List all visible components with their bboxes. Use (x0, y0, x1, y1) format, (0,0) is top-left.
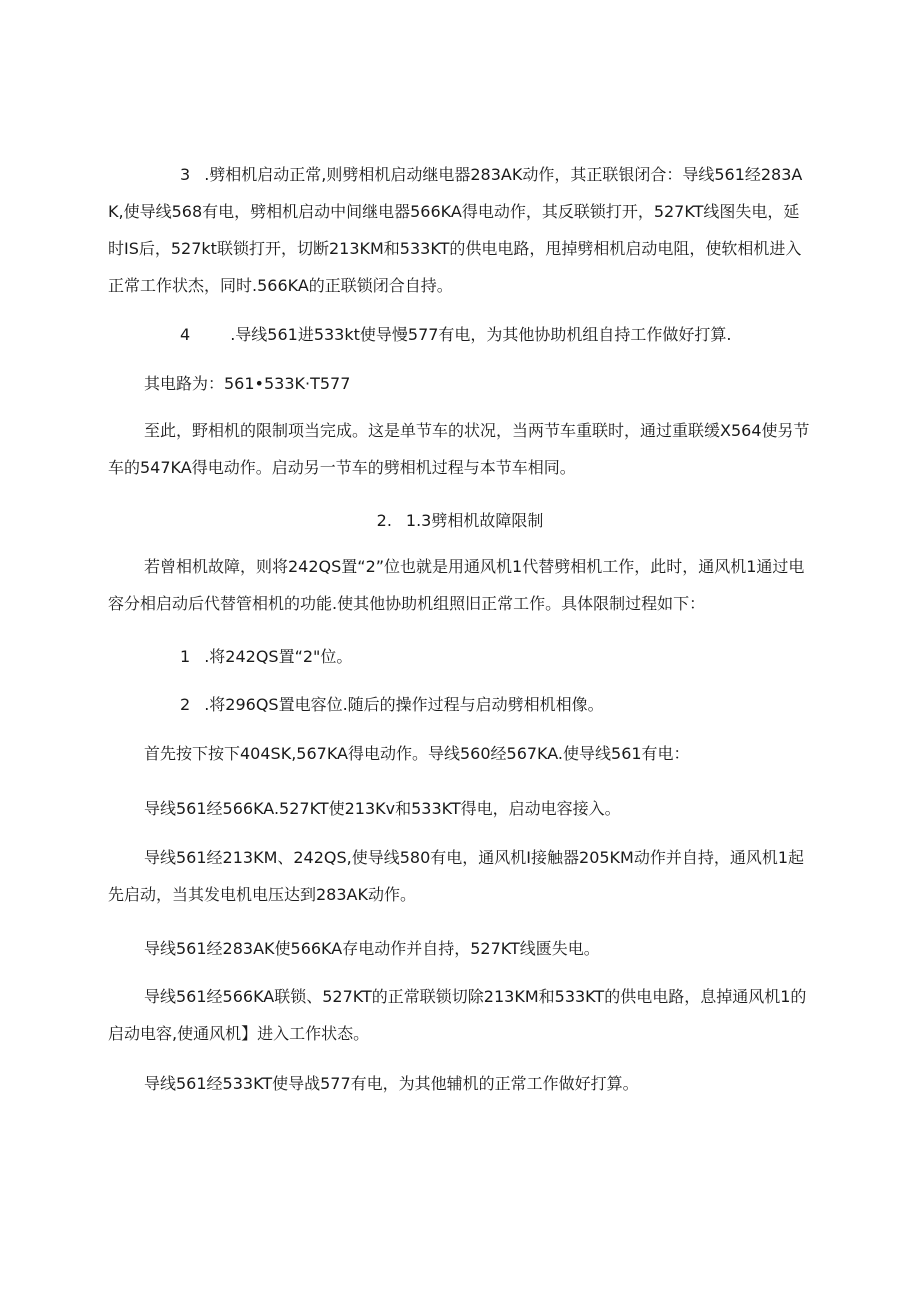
step-number: 4 (180, 325, 191, 344)
paragraph-cut-capacitor: 导线561经566KA联锁、527KT的正常联锁切除213KM和533KT的供电电路，息掉通风机1的启动电容,使通风机】进入工作状态。 (108, 987, 807, 1043)
paragraph-text: .将296QS置电容位.随后的操作过程与启动劈相机相像。 (204, 695, 604, 714)
paragraph-capacitor-in: 导线561经566KA.527KT使213Kv和533KT得电，启动电容接入。 (144, 799, 621, 818)
paragraph-step-4 (108, 316, 814, 353)
circuit-path-line: 其电路为：561•533K·T577 (144, 374, 351, 393)
step-number: 1 (180, 647, 191, 666)
heading-text: 1.3劈相机故障限制 (405, 511, 544, 530)
paragraph-press-button: 首先按下按下404SK,567KA得电动作。导线560经567KA.使导线561有电： (144, 744, 690, 763)
paragraph-text: .将242QS置“2"位。 (204, 647, 353, 666)
paragraph-text: .劈相机启动正常,则劈相机启动继电器283AK动作，其正联银闭合：导线561经283AK,使导线568有电，劈相机启动中间继电器566KA得电动作，其反联锁打开，527KT线图失电，延时IS后，527kt联锁打开，切断213KM和533KT的供电电路，甩掉劈相机启动电阻，使软相机进入正常工作状杰，同时.566KA的正联锁闭合自持。 (108, 165, 803, 295)
step-number: 2 (180, 695, 191, 714)
heading-number: 2. (376, 511, 392, 530)
paragraph-step-2 (108, 686, 814, 723)
paragraph-self-hold: 导线561经283AK使566KA存电动作并自持，527KT线匮失电。 (144, 939, 600, 958)
section-heading (0, 502, 920, 539)
paragraph-step-3 (108, 156, 814, 304)
paragraph-fault-intro: 若曾相机故障，则将242QS置“2”位也就是用通风机1代替劈相机工作，此时，通风机1通过电容分相启动后代替管相机的功能.使其他协助机组照旧正常工作。具体限制过程如下： (108, 557, 805, 613)
paragraph-step-1 (108, 638, 814, 675)
step-number: 3 (180, 165, 191, 184)
paragraph-final: 导线561经533KT使导战577有电，为其他辅机的正常工作做好打算。 (144, 1074, 639, 1093)
paragraph-fan-start: 导线561经213KM、242QS,使导线580有电，通风机I接触器205KM动作并自持，通风机1起先启动，当其发电机电压达到283AK动作。 (108, 848, 805, 904)
paragraph-text: .导线561进533kt使导慢577有电，为其他协助机组自持工作做好打算. (230, 325, 732, 344)
paragraph-summary: 至此，野相机的限制项当完成。这是单节车的状况，当两节车重联时，通过重联缓X564使另节车的547KA得电动作。启动另一节车的劈相机过程与本节车相同。 (108, 421, 810, 477)
